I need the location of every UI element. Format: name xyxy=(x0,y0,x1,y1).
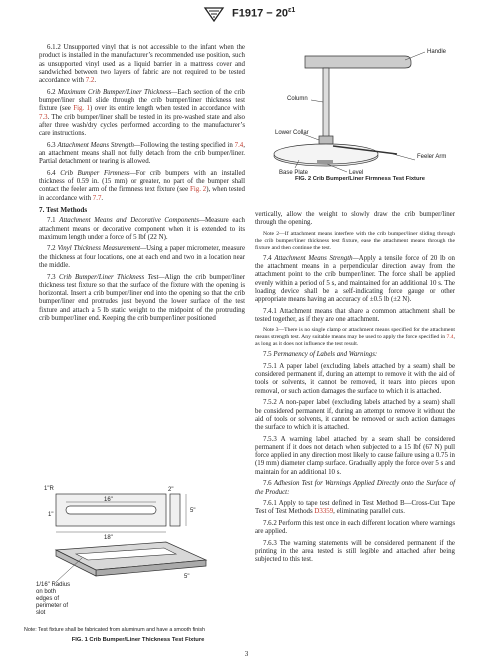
dim-r1: 1"R xyxy=(44,486,54,492)
ref-link[interactable]: Fig. 2 xyxy=(190,186,207,194)
radius-note-line3: edges of xyxy=(36,596,60,602)
right-column xyxy=(255,211,455,568)
radius-note-line5: slot xyxy=(36,610,46,616)
paragraph-7-4: 7.4 Attachment Means Strength—Apply a tensile force of 20 lb on the attachment means in a perpendicular direction away from the attachment point to the crib bumper/liner. The force shall be applied evenly within a period of 5 s, and maintained for an additional 10 s. The loading device shall be a self-indicating force gauge or other appropriate means having an accuracy of ±0.5 lb (±2 N). xyxy=(255,254,455,304)
paragraph-7-5-1: 7.5.1 A paper label (excluding labels attached by a seam) shall be considered permanent if, during an attempt to remove it with the aid of tools or solvents, it cannot be removed, it tears into pieces upon removal, or such action damages the surface to which it is attached. xyxy=(255,362,455,395)
paragraph-continuation: vertically, allow the weight to slowly draw the crib bumper/liner through the opening. xyxy=(255,211,455,227)
fig1-thickness-fixture-drawing xyxy=(36,482,246,617)
fig1-note: Note: Test fixture shall be fabricated from aluminum and have a smooth finish xyxy=(24,627,205,633)
page-header xyxy=(0,0,493,30)
astm-logo-icon xyxy=(203,5,225,23)
paragraph-7-5-2: 7.5.2 A non-paper label (excluding labels attached by a seam) shall be considered permanent if, during an attempt to remove it without the aid of tools or solvents, it cannot be removed or such action damages the surface to which it is attached. xyxy=(255,399,456,432)
label-base-plate: Base Plate xyxy=(279,170,309,176)
section-heading: 7. Test Methods xyxy=(39,206,88,215)
label-column: Column xyxy=(287,96,308,102)
note-2: Note 2—If attachment means interfere with the crib bumper/liner sliding through the crib bumper/liner thickness test fixture, ease the attachment means through the fixture and then continue the test. xyxy=(255,230,455,251)
page-number: 3 xyxy=(244,650,249,658)
label-lower-collar: Lower Collar xyxy=(275,130,309,136)
ref-link[interactable]: 7.4 xyxy=(234,141,244,149)
paragraph-7-5: 7.5 Permanency of Labels and Warnings: xyxy=(263,351,378,359)
note-3: Note 3—There is no single clamp or attachment means specified for the attachment means strength test. Any suitable means may be used to apply the force specified in 7.4, as long as it does not influence the test result. xyxy=(255,327,456,348)
ref-link[interactable]: 7.7 xyxy=(92,194,102,202)
paragraph-7-6-1: 7.6.1 Apply to tape test defined in Test Method B—Cross-Cut Tape Test of Test Methods D3359, eliminating parallel cuts. xyxy=(255,500,455,516)
dim-5b: 5" xyxy=(184,574,190,580)
dim-1: 1" xyxy=(48,512,54,518)
fig1-caption: FIG. 1 Crib Bumper/Liner Thickness Test Fixture xyxy=(71,637,205,643)
dim-16: 16" xyxy=(104,497,113,503)
paragraph-6-4: 6.4 Crib Bumper Firmness—For crib bumpers with an installed thickness of 0.59 in. (15 mm) or greater, no part of the bumper shall contact the feeler arm of the firmness text fixture (see Fig. 2), when tested in accordance with 7.7. xyxy=(39,169,246,202)
ref-link[interactable]: 7.4 xyxy=(446,334,454,341)
paragraph-6-1-2: 6.1.2 Unsupported vinyl that is not accessible to the infant when the product is installed in the manufacturer’s recommended use position, such as unsupported vinyl used as a liquid barrier in a mattress cover and sandwiched between two layers of fabric are not required to be tested accordance with 7.2. xyxy=(39,44,245,85)
radius-note-line4: perimeter of xyxy=(36,603,69,609)
label-feeler: Feeler Arm xyxy=(417,154,447,160)
paragraph-7-1: 7.1 Attachment Means and Decorative Components—Measure each attachment means or decorative component when it is extended to its maximum length under a force of 5 lbf (22 N). xyxy=(39,217,245,241)
radius-note-line1: 1/16" Radius xyxy=(36,582,71,588)
ref-link[interactable]: Fig. 1 xyxy=(73,105,90,113)
ref-link[interactable]: 7.3 xyxy=(39,113,48,121)
left-column xyxy=(39,44,245,327)
dim-2: 2" xyxy=(168,487,174,493)
paragraph-7-6-2: 7.6.2 Perform this test once in each different location where warnings are applied. xyxy=(255,519,455,536)
dim-18: 18" xyxy=(104,535,113,541)
paragraph-7-2: 7.2 Vinyl Thickness Measurement—Using a paper micrometer, measure the thickness at four locations, one at each end and two in a location near the middle. xyxy=(39,245,246,270)
ref-link[interactable]: D3359 xyxy=(314,508,334,516)
fig2-firmness-fixture-drawing xyxy=(255,42,465,207)
ref-link[interactable]: 7.2 xyxy=(85,77,95,85)
paragraph-7-6-3: 7.6.3 The warning statements will be considered permanent if the printing in the area tested is still legible and attached after being subjected to this test. xyxy=(255,539,455,564)
document-designation: $F1917 - 20^{\varepsilon 1}$ xyxy=(232,7,296,20)
paragraph-7-5-3: 7.5.3 A warning label attached by a seam shall be considered permanent if it does not detach when subjected to a 15 lbf (67 N) pull force applied in any direction most likely to cause failure using a 0.75 in (19 mm) diameter clamp surface. Gradually apply the force over 5 s and maintain for an additional 10 s. xyxy=(255,435,455,476)
fig2-caption: FIG. 2 Crib Bumper/Liner Firmness Test Fixture xyxy=(294,176,426,182)
paragraph-7-6: 7.6 Adhesion Test for Warnings Applied Directly onto the Surface of the Product: xyxy=(255,480,455,496)
paragraph-6-2: 6.2 Maximum Crib Bumper/Liner Thickness—Each section of the crib bumper/liner shall slide through the crib bumper/liner thickness test fixture (see Fig. 1) over its entire length when tested in accordance with 7.3. The crib bumper/liner shall be tested in its pre-washed state and also after three wash/dry cycles performed according to the manufacturer’s care instructions. xyxy=(39,88,245,138)
radius-note-line2: on both xyxy=(36,589,57,595)
dim-5: 5" xyxy=(190,508,196,514)
paragraph-6-3: 6.3 Attachment Means Strength—Following the testing specified in 7.4, an attachment means shall not fully detach from the crib bumper/liner. Partial detachment or tearing is allowed. xyxy=(39,141,245,166)
label-level: Level xyxy=(349,170,364,176)
paragraph-7-3: 7.3 Crib Bumper/Liner Thickness Test—Align the crib bumper/liner thickness test fixture so that the surface of the fixture with the opening is horizontal. Insert a crib bumper/liner end into the opening so that the crib bumper/liner end protrudes just beyond the lower surface of the test fixture and attach a 5 lb static weight to the midpoint of the protruding crib bumper/liner end. Keeping the crib bumper/liner positioned xyxy=(39,273,245,323)
paragraph-7-4-1: 7.4.1 Attachment means that share a common attachment shall be tested together, as if they are one attachment. xyxy=(255,307,455,323)
label-handle: Handle xyxy=(427,49,447,55)
